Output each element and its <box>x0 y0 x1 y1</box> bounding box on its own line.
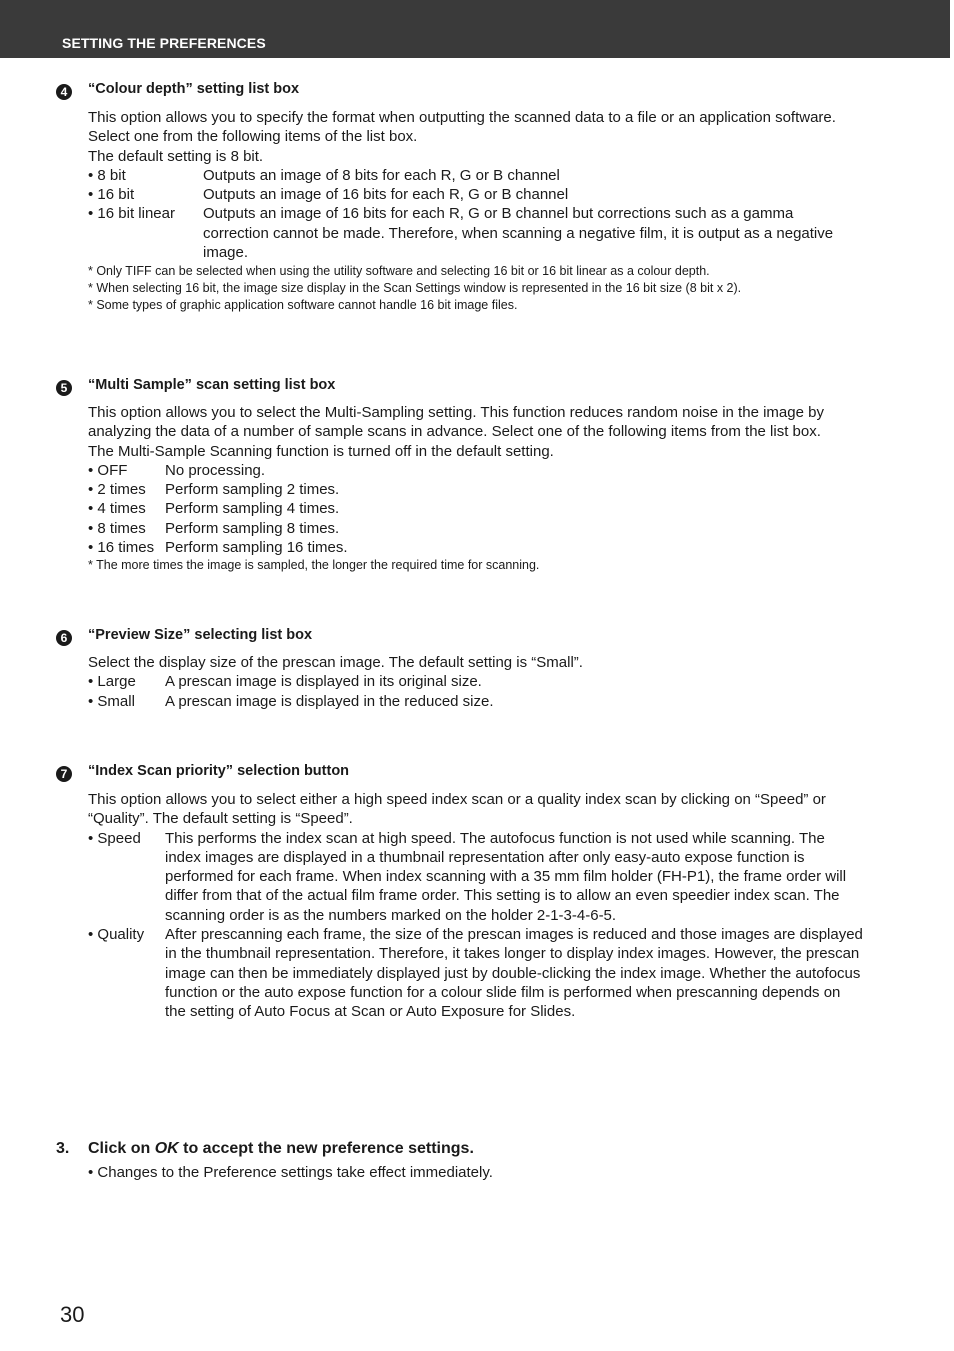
section-number-badge: 4 <box>56 84 72 100</box>
list-item-desc: Perform sampling 16 times. <box>165 539 348 557</box>
footnote: * Some types of graphic application software cannot handle 16 bit image files. <box>88 298 518 313</box>
list-item <box>88 519 863 538</box>
list-item-desc: A prescan image is displayed in the reduced size. <box>165 692 494 710</box>
section-title: “Multi Sample” scan setting list box <box>88 377 336 393</box>
list-item-desc: Outputs an image of 8 bits for each R, G or B channel <box>203 166 560 184</box>
list-item-desc: A prescan image is displayed in its original size. <box>165 673 482 691</box>
list-item-label: • OFF <box>88 461 128 479</box>
section-number-badge: 5 <box>56 380 72 396</box>
list-item-label: • 16 times <box>88 539 155 557</box>
step-text-before: Click on <box>88 1140 155 1157</box>
paragraph: This option allows you to select the Multi-Sampling setting. This function reduces random noise in the image by analyzing the data of a number of sample scans in advance. Select one of the following items from the list box. <box>88 404 824 441</box>
list-item-label: • 4 times <box>88 500 146 518</box>
section-title: “Index Scan priority” selection button <box>88 763 350 779</box>
header-bar <box>0 0 950 58</box>
section-body <box>88 403 863 574</box>
list-item-label: • 2 times <box>88 481 146 499</box>
list-item-desc: Outputs an image of 16 bits for each R, G or B channel but corrections such as a gamma correction cannot be made. Therefore, when scanning a negative film, it is output as a negative image. <box>203 205 834 262</box>
list-item-label: • 16 bit linear <box>88 205 175 223</box>
list-item <box>88 925 863 1021</box>
list-item-label: • 8 bit <box>88 166 126 184</box>
list-item-desc: This performs the index scan at high speed. The autofocus function is not used while scanning. The index images are displayed in a thumbnail representation after only easy-auto expose function is performed for each frame. When index scanning with a 35 mm film holder (FH-P1), the frame order will differ from that of the actual film frame order. This setting is to allow an even speedier index scan. The scanning order is as the numbers marked on the holder 2-1-3-4-6-5. <box>165 829 847 924</box>
step-number: 3. <box>56 1140 70 1157</box>
list-item <box>88 185 863 204</box>
section-body <box>88 790 863 1022</box>
section-title: “Colour depth” setting list box <box>88 81 300 97</box>
list-item <box>88 538 863 557</box>
list-item-label: • 8 times <box>88 519 146 537</box>
page-number: 30 <box>60 1302 85 1327</box>
step-bullet: • Changes to the Preference settings take effect immediately. <box>88 1164 493 1181</box>
list-item-desc: No processing. <box>165 461 266 479</box>
list-item-label: • 16 bit <box>88 186 135 204</box>
footnote: * The more times the image is sampled, the longer the required time for scanning. <box>88 558 540 573</box>
section-body <box>88 653 863 711</box>
list-item <box>88 204 863 262</box>
list-item <box>88 829 863 925</box>
list-item-desc: Perform sampling 8 times. <box>165 519 340 537</box>
list-item-desc: Perform sampling 4 times. <box>165 500 340 518</box>
list-item <box>88 166 863 185</box>
list-item-label: • Quality <box>88 926 145 944</box>
section-number-badge: 7 <box>56 766 72 782</box>
section-body <box>88 108 863 314</box>
paragraph: The Multi-Sample Scanning function is turned off in the default setting. <box>88 442 554 460</box>
section-title: “Preview Size” selecting list box <box>88 627 313 643</box>
footnote: * When selecting 16 bit, the image size display in the Scan Settings window is represented in the 16 bit size (8 bit x 2). <box>88 281 742 296</box>
list-item <box>88 692 863 711</box>
paragraph: This option allows you to specify the format when outputting the scanned data to a file or an application software. Select one from the following items of the list box. <box>88 109 836 146</box>
list-item-label: • Large <box>88 673 136 691</box>
footnote: * Only TIFF can be selected when using the utility software and selecting 16 bit or 16 bit linear as a colour depth. <box>88 264 710 279</box>
step-ok-emphasis: OK <box>154 1140 179 1157</box>
list-item <box>88 461 863 480</box>
paragraph: Select the display size of the prescan image. The default setting is “Small”. <box>88 654 583 671</box>
list-item-label: • Speed <box>88 829 141 847</box>
list-item <box>88 499 863 518</box>
list-item <box>88 672 863 691</box>
list-item-label: • Small <box>88 692 135 710</box>
list-item-desc: After prescanning each frame, the size of the prescan images is reduced and those images are displayed in the thumbnail representation. Therefore, it takes longer to display index images. However, the prescan image can then be immediately displayed just by double-clicking the index image. Whether the autofocus function or the auto expose function for a colour slide film is performed when prescanning depends on the setting of Auto Focus at Scan or Auto Exposure for Slides. <box>165 926 863 1021</box>
list-item <box>88 480 863 499</box>
paragraph: The default setting is 8 bit. <box>88 147 264 165</box>
list-item-desc: Perform sampling 2 times. <box>165 481 340 499</box>
header-title: SETTING THE PREFERENCES <box>62 35 266 51</box>
step-text-after: to accept the new preference settings. <box>178 1140 474 1157</box>
list-item-desc: Outputs an image of 16 bits for each R, G or B channel <box>203 186 569 204</box>
section-number-badge: 6 <box>56 630 72 646</box>
paragraph: This option allows you to select either a high speed index scan or a quality index scan by clicking on “Speed” or “Quality”. The default setting is “Speed”. <box>88 791 826 828</box>
step-heading <box>56 1140 474 1158</box>
